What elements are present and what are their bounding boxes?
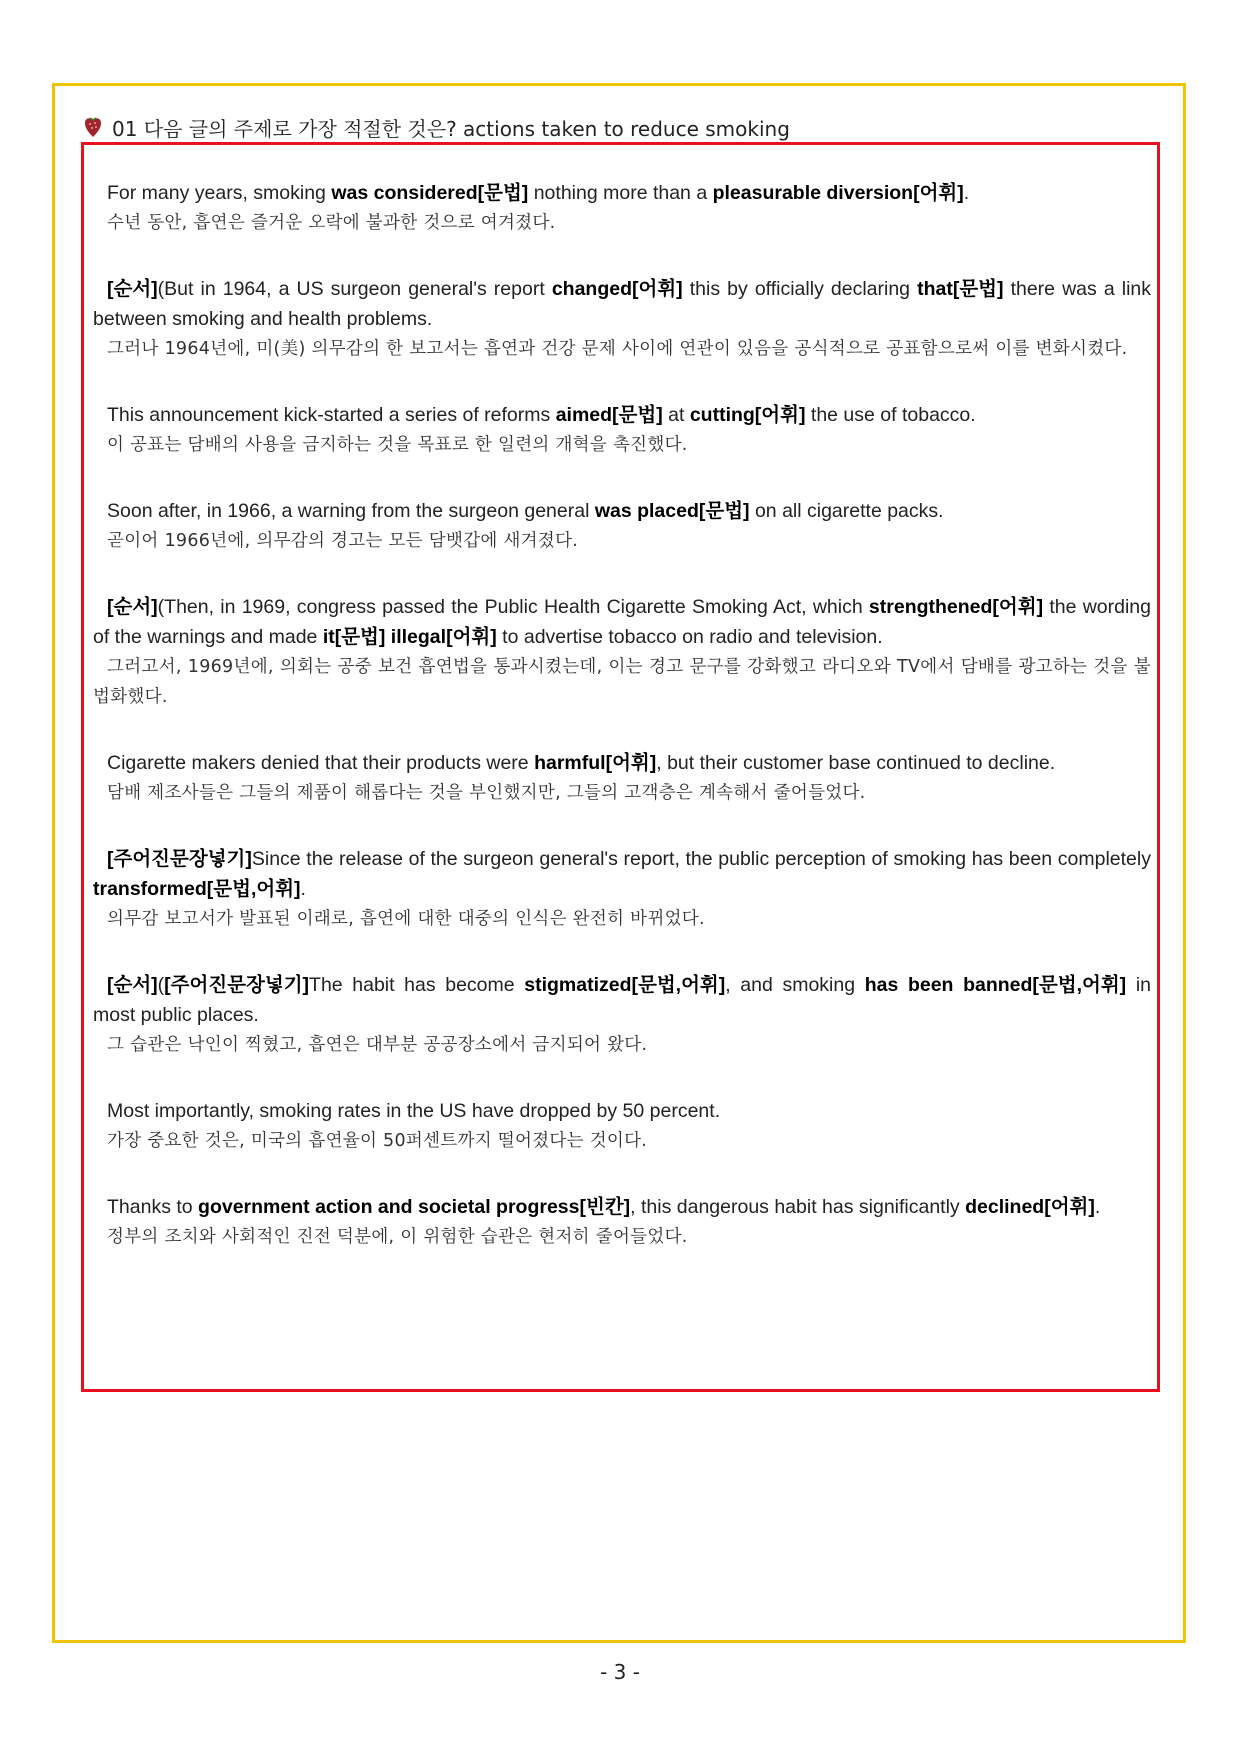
annotated-term: strengthened[어휘] xyxy=(868,596,1044,618)
english-sentence xyxy=(93,748,1151,778)
passage-paragraph xyxy=(93,178,1151,238)
annotated-term: pleasurable diversion[어휘] xyxy=(712,182,964,204)
sentence-text: Since the release of the surgeon general's report, the public perception of smoking has been completely xyxy=(251,848,1151,870)
passage-paragraph xyxy=(93,592,1151,712)
english-sentence xyxy=(93,592,1151,652)
sentence-text: For many years, smoking xyxy=(107,182,332,204)
english-sentence xyxy=(93,178,1151,208)
korean-translation: 이 공표는 담배의 사용을 금지하는 것을 목표로 한 일련의 개혁을 촉진했다. xyxy=(107,435,688,455)
sentence-text: nothing more than a xyxy=(528,182,713,204)
korean-translation: 곧이어 1966년에, 의무감의 경고는 모든 담뱃갑에 새겨졌다. xyxy=(107,531,579,551)
korean-translation: 의무감 보고서가 발표된 이래로, 흡연에 대한 대중의 인식은 완전히 바뀌었다. xyxy=(107,909,705,929)
passage-paragraph xyxy=(93,496,1151,556)
annotated-term: harmful[어휘] xyxy=(534,752,657,774)
annotated-term: aimed[문법] xyxy=(555,404,663,426)
sentence-text: . xyxy=(963,182,970,204)
annotated-term: [빈칸] xyxy=(579,1196,631,1218)
passage-paragraph xyxy=(93,1192,1151,1252)
english-sentence xyxy=(93,970,1151,1030)
sentence-text: , this dangerous habit has significantly xyxy=(630,1196,966,1218)
korean-translation: 수년 동안, 흡연은 즐거운 오락에 불과한 것으로 여겨졌다. xyxy=(107,213,556,233)
english-sentence xyxy=(93,1192,1151,1222)
passage-paragraph xyxy=(93,844,1151,934)
passage-paragraph xyxy=(93,748,1151,808)
passage-paragraph xyxy=(93,1096,1151,1156)
annotated-term: [순서] xyxy=(107,974,158,996)
annotated-term: [순서] xyxy=(107,278,158,300)
korean-translation: 정부의 조치와 사회적인 진전 덕분에, 이 위험한 습관은 현저히 줄어들었다. xyxy=(107,1227,688,1247)
annotated-term: was placed[문법] xyxy=(594,500,750,522)
sentence-text: the use of tobacco. xyxy=(805,404,976,426)
korean-translation: 가장 중요한 것은, 미국의 흡연율이 50퍼센트까지 떨어졌다는 것이다. xyxy=(107,1131,648,1151)
passage-paragraph xyxy=(93,274,1151,364)
annotated-term: [주어진문장넣기] xyxy=(164,974,310,996)
korean-translation: 그 습관은 낙인이 찍혔고, 흡연은 대부분 공공장소에서 금지되어 왔다. xyxy=(107,1035,648,1055)
annotated-term: cutting[어휘] xyxy=(689,404,806,426)
sentence-text: The habit has become xyxy=(309,974,525,996)
korean-translation: 그러나 1964년에, 미(美) 의무감의 한 보고서는 흡연과 건강 문제 사이에 연관이 있음을 공식적으로 공표함으로써 이를 변화시켰다. xyxy=(107,339,1128,359)
annotated-term: declined[어휘] xyxy=(965,1196,1095,1218)
passage-paragraph xyxy=(93,970,1151,1060)
annotated-term: transformed[문법,어휘] xyxy=(93,878,301,900)
annotated-term: stigmatized[문법,어휘] xyxy=(524,974,726,996)
strawberry-icon xyxy=(84,116,102,138)
english-sentence xyxy=(93,400,1151,430)
sentence-text: the wording of the warnings and made xyxy=(93,596,1151,648)
question-header xyxy=(84,112,790,142)
sentence-text: there was a link between smoking and health problems. xyxy=(93,278,1151,330)
sentence-text: Cigarette makers denied that their products were xyxy=(107,752,535,774)
sentence-text: ( xyxy=(157,974,165,996)
annotated-term: [주어진문장넣기] xyxy=(107,848,252,870)
sentence-text: , but their customer base continued to decline. xyxy=(656,752,1056,774)
sentence-text: This announcement kick-started a series of reforms xyxy=(107,404,556,426)
english-sentence xyxy=(93,1096,1151,1126)
annotated-term: that[문법] xyxy=(917,278,1004,300)
english-sentence xyxy=(93,274,1151,334)
korean-translation: 그러고서, 1969년에, 의회는 공중 보건 흡연법을 통과시켰는데, 이는 경고 문구를 강화했고 라디오와 TV에서 담배를 광고하는 것을 불법화했다. xyxy=(93,657,1151,707)
sentence-text: Most importantly, smoking rates in the US have dropped by 50 percent. xyxy=(107,1100,721,1122)
annotated-term: has been banned[문법,어휘] xyxy=(864,974,1127,996)
sentence-text: (Then, in 1969, congress passed the Public Health Cigarette Smoking Act, which xyxy=(157,596,869,618)
question-title: 01 다음 글의 주제로 가장 적절한 것은? actions taken to reduce smoking xyxy=(112,116,790,141)
page-number: - 3 - xyxy=(600,1660,640,1684)
sentence-text: this by officially declaring xyxy=(682,278,918,300)
annotated-term: changed[어휘] xyxy=(551,278,683,300)
sentence-text: to advertise tobacco on radio and television. xyxy=(496,626,883,648)
english-sentence xyxy=(93,496,1151,526)
sentence-text: in most public places. xyxy=(93,974,1151,1026)
annotated-term: [순서] xyxy=(107,596,158,618)
sentence-text: Thanks to xyxy=(107,1196,199,1218)
annotated-term: government action and societal progress xyxy=(198,1196,580,1218)
sentence-text: Soon after, in 1966, a warning from the surgeon general xyxy=(107,500,595,522)
annotated-term: was considered[문법] xyxy=(331,182,529,204)
english-sentence xyxy=(93,844,1151,904)
sentence-text: at xyxy=(662,404,690,426)
sentence-text: , and smoking xyxy=(725,974,865,996)
passage-content xyxy=(93,178,1151,1288)
annotated-term: it[문법] illegal[어휘] xyxy=(322,626,497,648)
sentence-text: . xyxy=(1094,1196,1101,1218)
sentence-text: on all cigarette packs. xyxy=(749,500,944,522)
korean-translation: 담배 제조사들은 그들의 제품이 해롭다는 것을 부인했지만, 그들의 고객층은 계속해서 줄어들었다. xyxy=(107,783,866,803)
passage-paragraph xyxy=(93,400,1151,460)
sentence-text: . xyxy=(300,878,306,900)
sentence-text: (But in 1964, a US surgeon general's report xyxy=(157,278,552,300)
